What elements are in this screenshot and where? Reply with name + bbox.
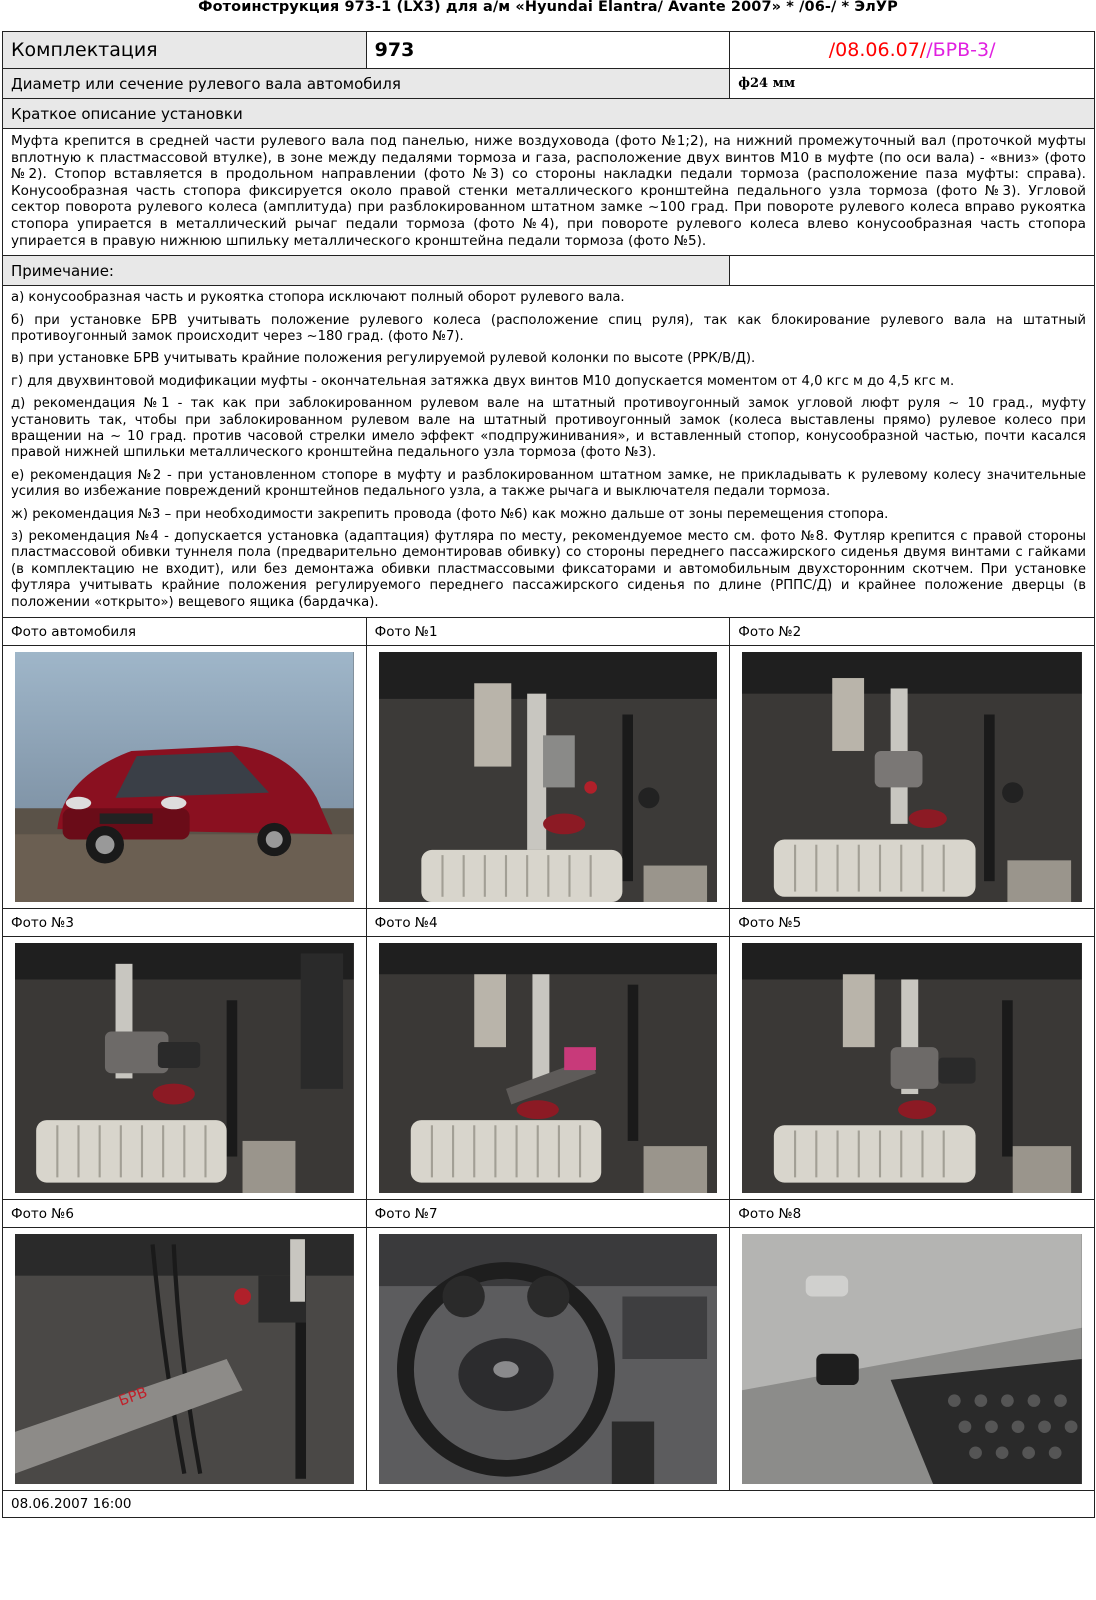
photo-cell xyxy=(366,937,730,1200)
komplekt-value: 973 xyxy=(366,32,730,69)
short-desc-label-row xyxy=(3,99,1095,129)
photo-caption-row xyxy=(3,1200,1095,1228)
photo-caption: Фото №8 xyxy=(730,1200,1095,1228)
svg-text:БРВ: БРВ xyxy=(116,1383,150,1410)
photo-caption-row xyxy=(3,618,1095,646)
diameter-value: ф24 мм xyxy=(730,69,1095,99)
pedal-photo-5 xyxy=(742,943,1082,1193)
wires-photo-6 xyxy=(15,1234,354,1484)
product-code xyxy=(730,32,1095,69)
short-desc-label: Краткое описание установки xyxy=(3,99,1095,129)
photo-caption: Фото №2 xyxy=(730,618,1095,646)
photo-cell xyxy=(3,1228,367,1491)
note-item: г) для двухвинтовой модификации муфты - окончательная затяжка двух винтов М10 допускается моментом от 4,0 кгс м до 4,5 кгс м. xyxy=(11,373,955,389)
photo-cell xyxy=(730,646,1095,909)
code-brv: /БРВ-3/ xyxy=(926,39,996,61)
photo-row xyxy=(3,1228,1095,1491)
document-title: Фотоинструкция 973-1 (LX3) для а/м «Hyundai Elantra/ Avante 2007» * /06-/ * ЭлУР xyxy=(198,0,898,15)
pedal-photo-4 xyxy=(379,943,718,1193)
photo-row xyxy=(3,937,1095,1200)
komplekt-label: Комплектация xyxy=(3,32,367,69)
timestamp: 08.06.2007 16:00 xyxy=(3,1491,1095,1518)
instruction-table xyxy=(2,31,1095,1518)
notes-list xyxy=(3,286,1095,618)
short-desc-text: Муфта крепится в средней части рулевого вала под панелью, ниже воздуховода (фото №1;2), на нижний промежуточный вал (проточкой муфты вплотную к пластмассовой втулке), в зоне между педалями тормоза и газа, расположение двух винтов М10 в муфте (по оси вала) - «вниз» (фото №2). Стопор вставляется в продольном направлении (фото №3) со стороны накладки педали тормоза (расположение паза муфты: справа). Конусообразная часть стопора фиксируется около правой стенки металлического кронштейна педального узла тормоза (фото №3). Угловой сектор поворота рулевого колеса (амплитуда) при разблокированном штатном замке ~100 град. При повороте рулевого колеса вправо рукоятка стопора упирается в металлический рычаг педали тормоза (фото №4), при повороте рулевого колеса влево конусообразная часть стопора упирается в правую нижнюю шпильку металлического кронштейна педали тормоза (фото №5). xyxy=(3,129,1095,256)
steering-photo-7 xyxy=(379,1234,718,1484)
photo-caption: Фото №1 xyxy=(366,618,730,646)
photo-row xyxy=(3,646,1095,909)
photo-cell xyxy=(366,1228,730,1491)
note-item: д) рекомендация №1 - так как при заблокированном рулевом вале на штатный противоугонный замок угловой люфт руля ~ 10 град., муфту установить так, чтобы при заблокированном рулевом вале на штатный противоугонный замок (колеса выставлены прямо) рулевое колесо при вращении на ~ 10 град. против часовой стрелки имело эффект «подпружинивания», и вставленный стопор, конусообразной частью, почти касался правой нижней шпильки металлического кронштейна педального узла тормоза (фото №3). xyxy=(11,396,1086,461)
photo-caption-row xyxy=(3,909,1095,937)
photo-caption: Фото автомобиля xyxy=(3,618,367,646)
short-desc-row xyxy=(3,129,1095,256)
diameter-row xyxy=(3,69,1095,99)
car-photo xyxy=(15,652,354,902)
photo-caption: Фото №6 xyxy=(3,1200,367,1228)
note-item: б) при установке БРВ учитывать положение рулевого колеса (расположение спиц руля), так как блокирование рулевого вала на штатный противоугонный замок происходит через ~180 град. (фото №7). xyxy=(11,312,1086,344)
photo-cell xyxy=(3,646,367,909)
photo-caption: Фото №7 xyxy=(366,1200,730,1228)
tunnel-photo-8 xyxy=(742,1234,1082,1484)
photo-cell xyxy=(730,937,1095,1200)
photo-caption: Фото №4 xyxy=(366,909,730,937)
pedal-photo-3 xyxy=(15,943,354,1193)
note-item: в) при установке БРВ учитывать крайние положения регулируемой рулевой колонки по высоте (РРК/В/Д). xyxy=(11,351,756,367)
note-item: ж) рекомендация №3 – при необходимости закрепить провода (фото №6) как можно дальше от зоны перемещения стопора. xyxy=(11,506,889,522)
komplekt-row xyxy=(3,32,1095,69)
note-label-empty xyxy=(730,256,1095,286)
pedal-photo-2 xyxy=(742,652,1082,902)
photo-cell xyxy=(3,937,367,1200)
pedal-photo-1 xyxy=(379,652,718,902)
photo-caption: Фото №5 xyxy=(730,909,1095,937)
notes-row xyxy=(3,286,1095,618)
note-label: Примечание: xyxy=(3,256,730,286)
note-item: е) рекомендация №2 - при установленном стопоре в муфту и разблокированном штатном замке, не прикладывать к рулевому колесу значительные усилия во избежание повреждений кронштейнов педального узла, а также рычага и выключателя педали тормоза. xyxy=(11,467,1086,500)
photo-cell xyxy=(730,1228,1095,1491)
note-label-row xyxy=(3,256,1095,286)
diameter-label: Диаметр или сечение рулевого вала автомобиля xyxy=(3,69,730,99)
photo-caption: Фото №3 xyxy=(3,909,367,937)
photo-cell xyxy=(366,646,730,909)
note-item: а) конусообразная часть и рукоятка стопора исключают полный оборот рулевого вала. xyxy=(11,290,625,306)
code-date: /08.06.07/ xyxy=(828,39,927,61)
footer-row xyxy=(3,1491,1095,1518)
note-item: з) рекомендация №4 - допускается установка (адаптация) футляра по месту, рекомендуемое место см. фото №8. Футляр крепится с правой стороны пластмассовой обивки туннеля пола (предварительно демонтировав обивку) со стороны переднего пассажирского сиденья двумя винтами с гайками (в комплектацию не входит), или без демонтажа обивки пластмассовыми фиксаторами и автомобильным двухсторонним скотчем. При установке футляра учитывать крайние положения регулируемого переднего пассажирского сиденья по длине (РППС/Д) и крайнее положение дверцы (в положении «открыто») вещевого ящика (бардачка). xyxy=(11,529,1086,610)
